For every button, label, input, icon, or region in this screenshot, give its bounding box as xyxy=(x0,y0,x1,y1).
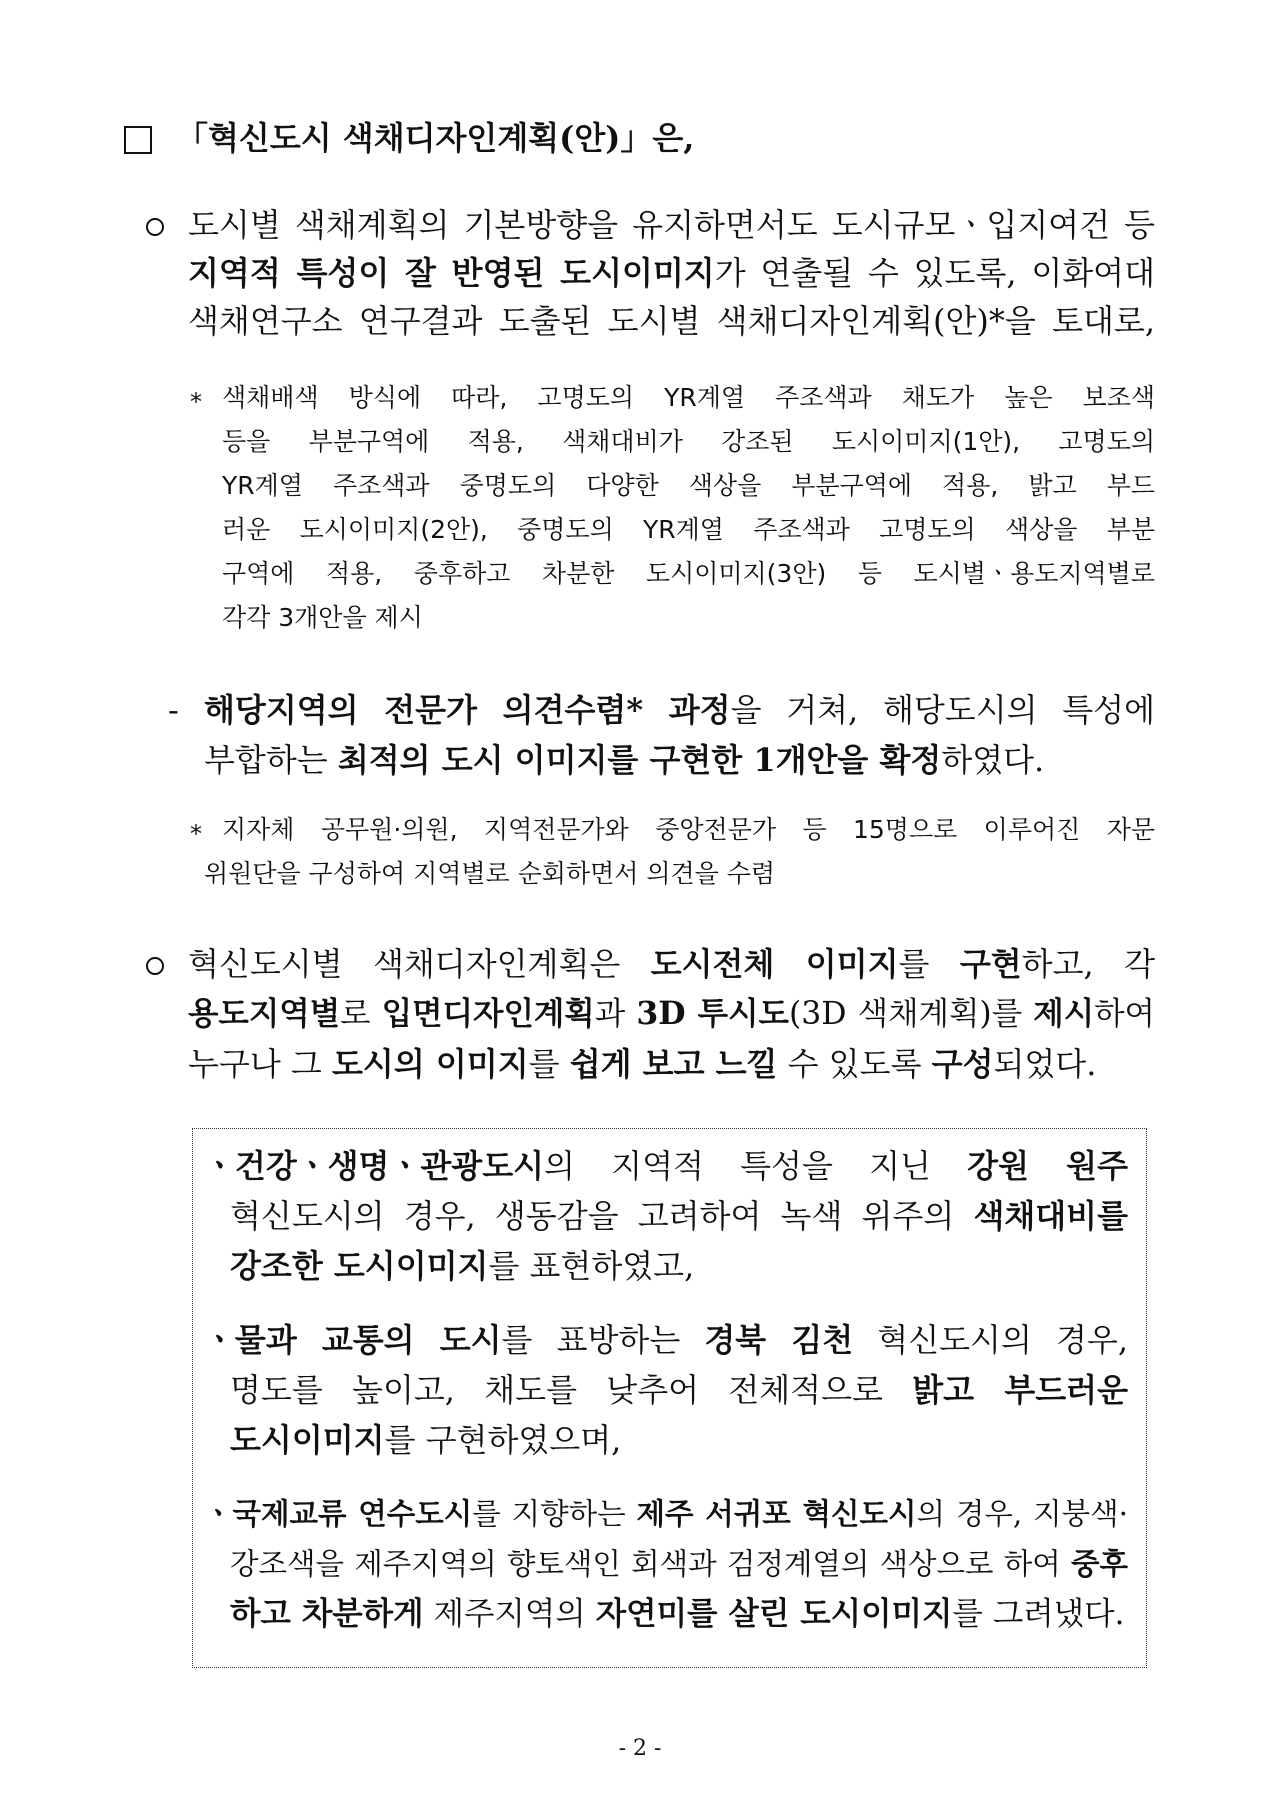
box-bold: ㆍ국제교류 연수도시 xyxy=(204,1496,473,1531)
p3-bold: 용도지역별 xyxy=(188,995,341,1032)
p3-bold: 3D 투시도 xyxy=(636,995,789,1032)
p3-line-2 xyxy=(188,992,1155,1036)
box-bold: ㆍ건강ㆍ생명ㆍ관광도시 xyxy=(204,1147,545,1185)
dash-bullet: - xyxy=(168,691,179,729)
p3-text: 를 xyxy=(528,1045,570,1083)
p1-line-1: 도시별 색채계획의 기본방향을 유지하면서도 도시규모ㆍ입지여건 등 xyxy=(188,206,1155,244)
p3-line-3 xyxy=(188,1042,1155,1086)
p2-line-2-bold: 최적의 도시 이미지를 구현한 1개안을 확정 xyxy=(337,741,942,779)
box-text: 를 표현하였고, xyxy=(488,1247,695,1285)
p1-line-2 xyxy=(188,251,1155,295)
box-text: 의 지역적 특성을 지닌 xyxy=(544,1147,968,1185)
page-number: - 2 - xyxy=(618,1736,662,1761)
section-heading-text: 「혁신도시 색채디자인계획(안)」은, xyxy=(176,119,695,157)
p3-text: (3D 색채계획)를 xyxy=(788,996,1034,1032)
p1-note-line-6: 각각 3개안을 제시 xyxy=(222,603,423,632)
p3-text: 되었다. xyxy=(993,1045,1097,1083)
p1-line-2-rest: 가 연출될 수 있도록, 이화여대 xyxy=(714,254,1155,292)
p1-note-line-1: 색채배색 방식에 따라, 고명도의 YR계열 주조색과 채도가 높은 보조색 xyxy=(222,383,1155,412)
box-text: 의 경우, 지붕색· xyxy=(916,1497,1129,1531)
box-bold: 강원 원주 xyxy=(967,1147,1128,1185)
box-text: 혁신도시의 경우, 생동감을 고려하여 녹색 위주의 xyxy=(230,1197,974,1235)
p2-line-2-lead: 부합하는 xyxy=(204,741,338,779)
circle-bullet-icon xyxy=(146,957,164,975)
p3-bold: 도시전체 이미지 xyxy=(650,945,899,983)
circle-bullet-icon xyxy=(146,218,164,236)
p3-text: 로 xyxy=(340,996,382,1032)
footnote-star: * xyxy=(190,820,202,848)
box-item-1-line-3 xyxy=(230,1244,1128,1288)
box-bold: 자연미를 살린 도시이미지 xyxy=(595,1595,953,1632)
p3-text: 하고, 각 xyxy=(1021,945,1155,983)
box-text: 를 구현하였으며, xyxy=(384,1421,622,1459)
box-bold: ㆍ물과 교통의 도시 xyxy=(204,1321,502,1359)
box-item-3-line-1 xyxy=(204,1492,1128,1536)
box-item-2-line-1 xyxy=(204,1318,1128,1362)
box-bold: 중후 xyxy=(1071,1546,1128,1581)
p3-bold: 제시 xyxy=(1033,995,1095,1032)
p1-note-line-3: YR계열 주조색과 중명도의 다양한 색상을 부분구역에 적용, 밝고 부드 xyxy=(222,471,1155,500)
box-text: 강조색을 제주지역의 향토색인 회색과 검정계열의 색상으로 하여 xyxy=(230,1547,1071,1581)
p2-line-2 xyxy=(204,738,1155,782)
box-text: 를 표방하는 xyxy=(501,1321,705,1359)
box-text: 명도를 높이고, 채도를 낮추어 전체적으로 xyxy=(230,1371,913,1409)
box-bold: 제주 서귀포 혁신도시 xyxy=(636,1496,917,1531)
p3-text: 하여 xyxy=(1094,996,1155,1032)
p2-line-1-rest: 을 거쳐, 해당도시의 특성에 xyxy=(730,691,1155,729)
box-item-2-line-3 xyxy=(230,1418,1128,1462)
p3-text: 누구나 그 xyxy=(188,1045,332,1083)
box-item-2-line-2 xyxy=(230,1368,1128,1412)
box-item-3-line-2 xyxy=(230,1542,1128,1586)
box-item-1-line-2 xyxy=(230,1194,1128,1238)
section-heading xyxy=(176,116,776,160)
box-bold: 색채대비를 xyxy=(973,1197,1128,1235)
footnote-star: * xyxy=(190,388,202,416)
checkbox-icon xyxy=(124,126,152,154)
p3-bold: 구성 xyxy=(931,1045,994,1083)
p3-line-1 xyxy=(188,942,1155,986)
p2-note-line-2: 위원단을 구성하여 지역별로 순회하면서 의견을 수렴 xyxy=(204,859,776,888)
p3-text: 수 있도록 xyxy=(777,1045,932,1083)
box-item-3-line-3 xyxy=(230,1592,1128,1636)
box-text: 제주지역의 xyxy=(423,1596,596,1632)
p1-line-2-bold: 지역적 특성이 잘 반영된 도시이미지 xyxy=(188,254,715,292)
p2-line-2-rest: 하였다. xyxy=(941,741,1045,779)
p1-note-line-5: 구역에 적용, 중후하고 차분한 도시이미지(3안) 등 도시별ㆍ용도지역별로 xyxy=(222,559,1155,588)
box-item-1-line-1 xyxy=(204,1144,1128,1188)
p3-text: 를 xyxy=(898,945,960,983)
p2-note-line-1: 지자체 공무원·의원, 지역전문가와 중앙전문가 등 15명으로 이루어진 자문 xyxy=(222,815,1155,844)
p3-text: 과 xyxy=(594,996,637,1032)
box-bold: 강조한 도시이미지 xyxy=(230,1247,489,1285)
box-text: 를 지향하는 xyxy=(472,1497,637,1531)
p3-text: 혁신도시별 색채디자인계획은 xyxy=(188,945,651,983)
box-text: 를 그려냈다. xyxy=(952,1596,1125,1632)
p1-line-3: 색채연구소 연구결과 도출된 도시별 색채디자인계획(안)*을 토대로, xyxy=(188,302,1155,340)
box-bold: 밝고 부드러운 xyxy=(912,1371,1128,1409)
p3-bold: 구현 xyxy=(959,945,1022,983)
box-text: 혁신도시의 경우, xyxy=(853,1321,1129,1359)
box-bold: 경북 김천 xyxy=(704,1321,854,1359)
p3-bold: 입면디자인계획 xyxy=(381,995,595,1032)
p1-note-line-4: 러운 도시이미지(2안), 중명도의 YR계열 주조색과 고명도의 색상을 부분 xyxy=(222,515,1155,544)
p2-line-1-bold: 해당지역의 전문가 의견수렴* 과정 xyxy=(204,691,731,729)
p2-line-1 xyxy=(204,688,1155,732)
box-bold: 하고 차분하게 xyxy=(230,1595,424,1632)
p3-bold: 도시의 이미지 xyxy=(332,1045,529,1083)
box-bold: 도시이미지 xyxy=(230,1421,385,1459)
p1-note-line-2: 등을 부분구역에 적용, 색채대비가 강조된 도시이미지(1안), 고명도의 xyxy=(222,427,1155,456)
p3-bold: 쉽게 보고 느낄 xyxy=(569,1045,778,1083)
